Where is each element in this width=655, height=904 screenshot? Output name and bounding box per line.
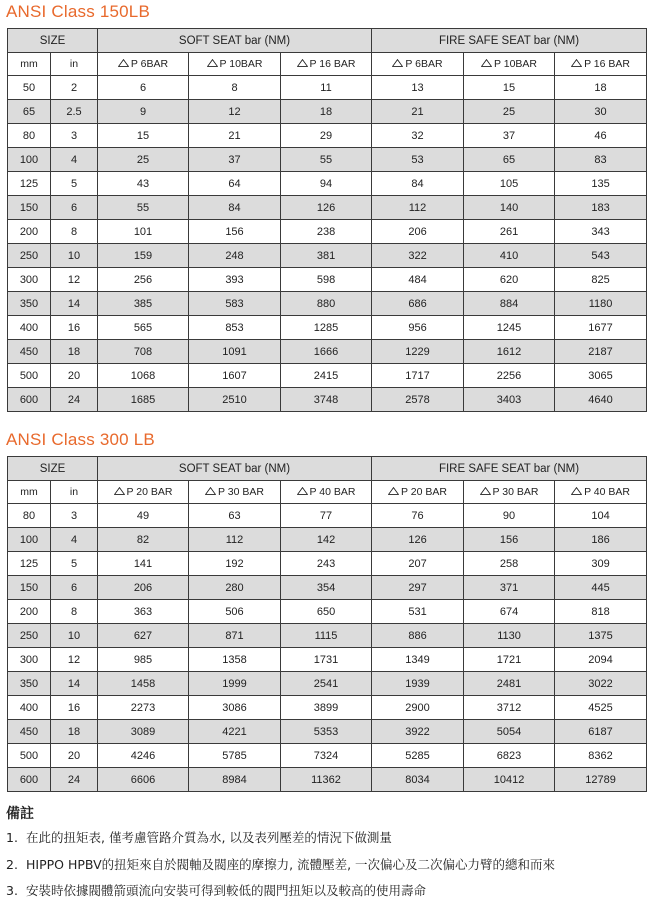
torque-value-cell: 322: [372, 244, 464, 268]
torque-value-cell: 825: [555, 268, 647, 292]
note-number: 1.: [6, 830, 18, 845]
size-in-cell: 16: [51, 316, 98, 340]
unit-mm-header: mm: [8, 53, 51, 76]
table-row: [8, 292, 647, 316]
pressure-header: [189, 53, 281, 76]
pressure-label: P 10BAR: [494, 58, 538, 70]
torque-value-cell: 674: [464, 600, 555, 624]
torque-value-cell: 6187: [555, 720, 647, 744]
torque-value-cell: 141: [98, 552, 189, 576]
torque-value-cell: 1677: [555, 316, 647, 340]
size-mm-cell: 50: [8, 76, 51, 100]
size-mm-cell: 200: [8, 600, 51, 624]
pressure-label: P 6BAR: [130, 58, 169, 70]
table-row: [8, 148, 647, 172]
torque-value-cell: 65: [464, 148, 555, 172]
torque-value-cell: 8984: [189, 768, 281, 792]
note-text: 在此的扭矩表, 僅考慮管路介質為水, 以及表列壓差的情況下做測量: [26, 830, 392, 845]
torque-value-cell: 206: [372, 220, 464, 244]
torque-value-cell: 280: [189, 576, 281, 600]
size-in-cell: 2.5: [51, 100, 98, 124]
size-in-cell: 20: [51, 744, 98, 768]
torque-value-cell: 21: [189, 124, 281, 148]
torque-value-cell: 94: [281, 172, 372, 196]
size-mm-cell: 600: [8, 388, 51, 412]
torque-value-cell: 884: [464, 292, 555, 316]
size-mm-cell: 450: [8, 340, 51, 364]
pressure-label: P 40 BAR: [309, 486, 356, 498]
torque-value-cell: 18: [281, 100, 372, 124]
torque-value-cell: 43: [98, 172, 189, 196]
triangle-outline-icon: [571, 486, 582, 498]
size-in-cell: 14: [51, 292, 98, 316]
table-row: [8, 364, 647, 388]
torque-value-cell: 76: [372, 504, 464, 528]
table-row: [8, 648, 647, 672]
torque-value-cell: 29: [281, 124, 372, 148]
torque-value-cell: 15: [464, 76, 555, 100]
triangle-outline-icon: [297, 486, 308, 498]
torque-value-cell: 248: [189, 244, 281, 268]
torque-value-cell: 5353: [281, 720, 372, 744]
size-in-cell: 10: [51, 244, 98, 268]
size-in-cell: 18: [51, 340, 98, 364]
torque-value-cell: 15: [98, 124, 189, 148]
torque-value-cell: 650: [281, 600, 372, 624]
size-mm-cell: 150: [8, 576, 51, 600]
torque-value-cell: 32: [372, 124, 464, 148]
size-in-cell: 12: [51, 268, 98, 292]
torque-value-cell: 1612: [464, 340, 555, 364]
torque-value-cell: 886: [372, 624, 464, 648]
size-in-cell: 8: [51, 220, 98, 244]
table-row: [8, 124, 647, 148]
torque-value-cell: 25: [98, 148, 189, 172]
note-number: 3.: [6, 883, 18, 898]
torque-value-cell: 8362: [555, 744, 647, 768]
size-in-cell: 24: [51, 388, 98, 412]
pressure-label: P 6BAR: [405, 58, 443, 70]
torque-value-cell: 2900: [372, 696, 464, 720]
section-title-150lb: ANSI Class 150LB: [6, 2, 150, 21]
torque-value-cell: 183: [555, 196, 647, 220]
torque-value-cell: 1717: [372, 364, 464, 388]
unit-in-header: in: [51, 53, 98, 76]
torque-value-cell: 37: [189, 148, 281, 172]
torque-value-cell: 4221: [189, 720, 281, 744]
table-row: [8, 220, 647, 244]
pressure-label: P 16 BAR: [584, 58, 630, 70]
torque-value-cell: 484: [372, 268, 464, 292]
table-body: [8, 504, 647, 792]
torque-value-cell: 4640: [555, 388, 647, 412]
torque-value-cell: 853: [189, 316, 281, 340]
table-row: [8, 172, 647, 196]
pressure-header: [281, 481, 372, 504]
size-mm-cell: 200: [8, 220, 51, 244]
torque-value-cell: 7324: [281, 744, 372, 768]
torque-value-cell: 6606: [98, 768, 189, 792]
torque-value-cell: 3086: [189, 696, 281, 720]
size-mm-cell: 65: [8, 100, 51, 124]
torque-value-cell: 104: [555, 504, 647, 528]
torque-value-cell: 686: [372, 292, 464, 316]
torque-value-cell: 2510: [189, 388, 281, 412]
soft-seat-header: SOFT SEAT bar (NM): [98, 457, 372, 481]
torque-value-cell: 708: [98, 340, 189, 364]
pressure-header: [372, 481, 464, 504]
torque-value-cell: 531: [372, 600, 464, 624]
pressure-header: [189, 481, 281, 504]
triangle-outline-icon: [480, 486, 491, 498]
torque-value-cell: 207: [372, 552, 464, 576]
note-text: HIPPO HPBV的扭矩來自於閥軸及閥座的摩擦力, 流體壓差, 一次偏心及二次偏心力臂的總和而來: [26, 857, 556, 872]
table-row: [8, 744, 647, 768]
torque-value-cell: 371: [464, 576, 555, 600]
torque-value-cell: 3089: [98, 720, 189, 744]
torque-value-cell: 25: [464, 100, 555, 124]
triangle-outline-icon: [118, 58, 129, 70]
torque-value-cell: 186: [555, 528, 647, 552]
size-mm-cell: 300: [8, 648, 51, 672]
torque-value-cell: 55: [98, 196, 189, 220]
torque-value-cell: 63: [189, 504, 281, 528]
torque-value-cell: 2187: [555, 340, 647, 364]
torque-value-cell: 393: [189, 268, 281, 292]
torque-value-cell: 871: [189, 624, 281, 648]
torque-value-cell: 6823: [464, 744, 555, 768]
torque-value-cell: 21: [372, 100, 464, 124]
torque-value-cell: 385: [98, 292, 189, 316]
table-row: [8, 340, 647, 364]
table-row: [8, 76, 647, 100]
pressure-header: [464, 53, 555, 76]
triangle-outline-icon: [114, 486, 125, 498]
fire-safe-seat-header: FIRE SAFE SEAT bar (NM): [372, 457, 647, 481]
size-in-cell: 16: [51, 696, 98, 720]
torque-value-cell: 77: [281, 504, 372, 528]
size-header: SIZE: [8, 457, 98, 481]
size-mm-cell: 400: [8, 696, 51, 720]
torque-value-cell: 4525: [555, 696, 647, 720]
pressure-header: [555, 53, 647, 76]
table-row: [8, 316, 647, 340]
size-in-cell: 14: [51, 672, 98, 696]
table-row: [8, 576, 647, 600]
size-mm-cell: 250: [8, 624, 51, 648]
torque-value-cell: 8034: [372, 768, 464, 792]
size-in-cell: 5: [51, 552, 98, 576]
torque-table-150lb: [7, 28, 647, 412]
torque-value-cell: 82: [98, 528, 189, 552]
size-mm-cell: 125: [8, 172, 51, 196]
table-row: [8, 244, 647, 268]
size-mm-cell: 500: [8, 364, 51, 388]
size-in-cell: 3: [51, 124, 98, 148]
triangle-outline-icon: [297, 58, 308, 70]
section-title-300lb: ANSI Class 300 LB: [6, 430, 155, 449]
torque-value-cell: 363: [98, 600, 189, 624]
size-in-cell: 5: [51, 172, 98, 196]
torque-value-cell: 1666: [281, 340, 372, 364]
note-item: [6, 855, 555, 873]
pressure-header: [555, 481, 647, 504]
torque-value-cell: 159: [98, 244, 189, 268]
triangle-outline-icon: [205, 486, 216, 498]
torque-value-cell: 4246: [98, 744, 189, 768]
torque-value-cell: 3922: [372, 720, 464, 744]
torque-value-cell: 598: [281, 268, 372, 292]
size-in-cell: 24: [51, 768, 98, 792]
torque-value-cell: 258: [464, 552, 555, 576]
unit-in-header: in: [51, 481, 98, 504]
table-row: [8, 624, 647, 648]
torque-value-cell: 112: [372, 196, 464, 220]
torque-value-cell: 1115: [281, 624, 372, 648]
torque-value-cell: 1068: [98, 364, 189, 388]
pressure-label: P 20 BAR: [126, 486, 173, 498]
pressure-header: [98, 53, 189, 76]
torque-value-cell: 13: [372, 76, 464, 100]
torque-value-cell: 583: [189, 292, 281, 316]
size-mm-cell: 150: [8, 196, 51, 220]
size-header: SIZE: [8, 29, 98, 53]
triangle-outline-icon: [481, 58, 492, 70]
torque-value-cell: 11: [281, 76, 372, 100]
notes-title: 備註: [6, 806, 34, 822]
torque-value-cell: 1375: [555, 624, 647, 648]
note-item: [6, 881, 426, 899]
torque-value-cell: 565: [98, 316, 189, 340]
torque-value-cell: 112: [189, 528, 281, 552]
torque-value-cell: 1130: [464, 624, 555, 648]
torque-value-cell: 46: [555, 124, 647, 148]
table-row: [8, 196, 647, 220]
torque-value-cell: 2541: [281, 672, 372, 696]
torque-value-cell: 985: [98, 648, 189, 672]
size-in-cell: 4: [51, 528, 98, 552]
size-in-cell: 3: [51, 504, 98, 528]
torque-value-cell: 8: [189, 76, 281, 100]
torque-value-cell: 256: [98, 268, 189, 292]
size-mm-cell: 100: [8, 148, 51, 172]
torque-value-cell: 6: [98, 76, 189, 100]
torque-value-cell: 261: [464, 220, 555, 244]
size-mm-cell: 100: [8, 528, 51, 552]
size-mm-cell: 80: [8, 504, 51, 528]
pressure-label: P 30 BAR: [218, 486, 264, 498]
torque-value-cell: 18: [555, 76, 647, 100]
torque-value-cell: 90: [464, 504, 555, 528]
table-row: [8, 504, 647, 528]
table-row: [8, 600, 647, 624]
pressure-header: [464, 481, 555, 504]
torque-value-cell: 140: [464, 196, 555, 220]
torque-value-cell: 3065: [555, 364, 647, 388]
size-mm-cell: 500: [8, 744, 51, 768]
pressure-label: P 20 BAR: [401, 486, 447, 498]
torque-value-cell: 309: [555, 552, 647, 576]
size-in-cell: 6: [51, 576, 98, 600]
size-in-cell: 2: [51, 76, 98, 100]
torque-value-cell: 1091: [189, 340, 281, 364]
torque-value-cell: 156: [189, 220, 281, 244]
torque-value-cell: 2481: [464, 672, 555, 696]
torque-value-cell: 84: [372, 172, 464, 196]
size-mm-cell: 250: [8, 244, 51, 268]
torque-value-cell: 410: [464, 244, 555, 268]
torque-value-cell: 83: [555, 148, 647, 172]
pressure-label: P 30 BAR: [492, 486, 539, 498]
torque-value-cell: 5285: [372, 744, 464, 768]
torque-value-cell: 2415: [281, 364, 372, 388]
torque-value-cell: 818: [555, 600, 647, 624]
torque-value-cell: 3899: [281, 696, 372, 720]
size-in-cell: 10: [51, 624, 98, 648]
torque-value-cell: 1285: [281, 316, 372, 340]
torque-value-cell: 12789: [555, 768, 647, 792]
torque-value-cell: 135: [555, 172, 647, 196]
torque-value-cell: 243: [281, 552, 372, 576]
torque-value-cell: 1229: [372, 340, 464, 364]
size-mm-cell: 450: [8, 720, 51, 744]
torque-value-cell: 1245: [464, 316, 555, 340]
torque-value-cell: 84: [189, 196, 281, 220]
torque-value-cell: 1939: [372, 672, 464, 696]
note-item: [6, 828, 392, 846]
torque-value-cell: 156: [464, 528, 555, 552]
size-mm-cell: 300: [8, 268, 51, 292]
torque-value-cell: 30: [555, 100, 647, 124]
size-in-cell: 8: [51, 600, 98, 624]
size-mm-cell: 80: [8, 124, 51, 148]
torque-value-cell: 297: [372, 576, 464, 600]
size-in-cell: 20: [51, 364, 98, 388]
torque-value-cell: 101: [98, 220, 189, 244]
torque-value-cell: 49: [98, 504, 189, 528]
size-in-cell: 4: [51, 148, 98, 172]
torque-value-cell: 1999: [189, 672, 281, 696]
table-row: [8, 720, 647, 744]
torque-value-cell: 2578: [372, 388, 464, 412]
size-mm-cell: 125: [8, 552, 51, 576]
pressure-label: P 40 BAR: [584, 486, 630, 498]
pressure-label: P 10BAR: [219, 58, 263, 70]
torque-value-cell: 880: [281, 292, 372, 316]
torque-value-cell: 2256: [464, 364, 555, 388]
table-row: [8, 768, 647, 792]
torque-value-cell: 2094: [555, 648, 647, 672]
torque-value-cell: 11362: [281, 768, 372, 792]
torque-value-cell: 1607: [189, 364, 281, 388]
torque-value-cell: 1685: [98, 388, 189, 412]
soft-seat-header: SOFT SEAT bar (NM): [98, 29, 372, 53]
torque-value-cell: 3712: [464, 696, 555, 720]
torque-value-cell: 12: [189, 100, 281, 124]
table-row: [8, 696, 647, 720]
torque-value-cell: 627: [98, 624, 189, 648]
table-row: [8, 528, 647, 552]
torque-table-300lb: [7, 456, 647, 792]
torque-value-cell: 1358: [189, 648, 281, 672]
torque-value-cell: 343: [555, 220, 647, 244]
size-in-cell: 18: [51, 720, 98, 744]
torque-value-cell: 620: [464, 268, 555, 292]
triangle-outline-icon: [571, 58, 582, 70]
torque-value-cell: 53: [372, 148, 464, 172]
torque-value-cell: 126: [372, 528, 464, 552]
triangle-outline-icon: [388, 486, 399, 498]
torque-value-cell: 37: [464, 124, 555, 148]
torque-value-cell: 126: [281, 196, 372, 220]
unit-mm-header: mm: [8, 481, 51, 504]
torque-value-cell: 5785: [189, 744, 281, 768]
size-mm-cell: 350: [8, 292, 51, 316]
torque-value-cell: 3022: [555, 672, 647, 696]
note-text: 安裝時依據閥體箭頭流向安裝可得到較低的閥門扭矩以及較高的使用壽命: [26, 883, 427, 898]
size-mm-cell: 350: [8, 672, 51, 696]
torque-value-cell: 1458: [98, 672, 189, 696]
size-mm-cell: 600: [8, 768, 51, 792]
torque-value-cell: 206: [98, 576, 189, 600]
torque-value-cell: 55: [281, 148, 372, 172]
torque-value-cell: 354: [281, 576, 372, 600]
torque-value-cell: 506: [189, 600, 281, 624]
torque-value-cell: 238: [281, 220, 372, 244]
table-row: [8, 388, 647, 412]
torque-value-cell: 1721: [464, 648, 555, 672]
torque-value-cell: 142: [281, 528, 372, 552]
torque-value-cell: 192: [189, 552, 281, 576]
note-number: 2.: [6, 857, 18, 872]
size-in-cell: 6: [51, 196, 98, 220]
pressure-label: P 16 BAR: [309, 58, 356, 70]
torque-value-cell: 1180: [555, 292, 647, 316]
triangle-outline-icon: [207, 58, 218, 70]
torque-value-cell: 2273: [98, 696, 189, 720]
torque-value-cell: 64: [189, 172, 281, 196]
torque-value-cell: 105: [464, 172, 555, 196]
table-row: [8, 100, 647, 124]
torque-value-cell: 1349: [372, 648, 464, 672]
torque-value-cell: 3748: [281, 388, 372, 412]
pressure-header: [98, 481, 189, 504]
torque-value-cell: 10412: [464, 768, 555, 792]
table-row: [8, 268, 647, 292]
table-body: [8, 76, 647, 412]
fire-safe-seat-header: FIRE SAFE SEAT bar (NM): [372, 29, 647, 53]
torque-value-cell: 956: [372, 316, 464, 340]
torque-value-cell: 543: [555, 244, 647, 268]
torque-value-cell: 381: [281, 244, 372, 268]
torque-value-cell: 9: [98, 100, 189, 124]
size-mm-cell: 400: [8, 316, 51, 340]
table-row: [8, 672, 647, 696]
pressure-header: [281, 53, 372, 76]
pressure-header: [372, 53, 464, 76]
torque-value-cell: 1731: [281, 648, 372, 672]
table-row: [8, 552, 647, 576]
torque-value-cell: 3403: [464, 388, 555, 412]
torque-value-cell: 445: [555, 576, 647, 600]
torque-value-cell: 5054: [464, 720, 555, 744]
triangle-outline-icon: [392, 58, 403, 70]
size-in-cell: 12: [51, 648, 98, 672]
